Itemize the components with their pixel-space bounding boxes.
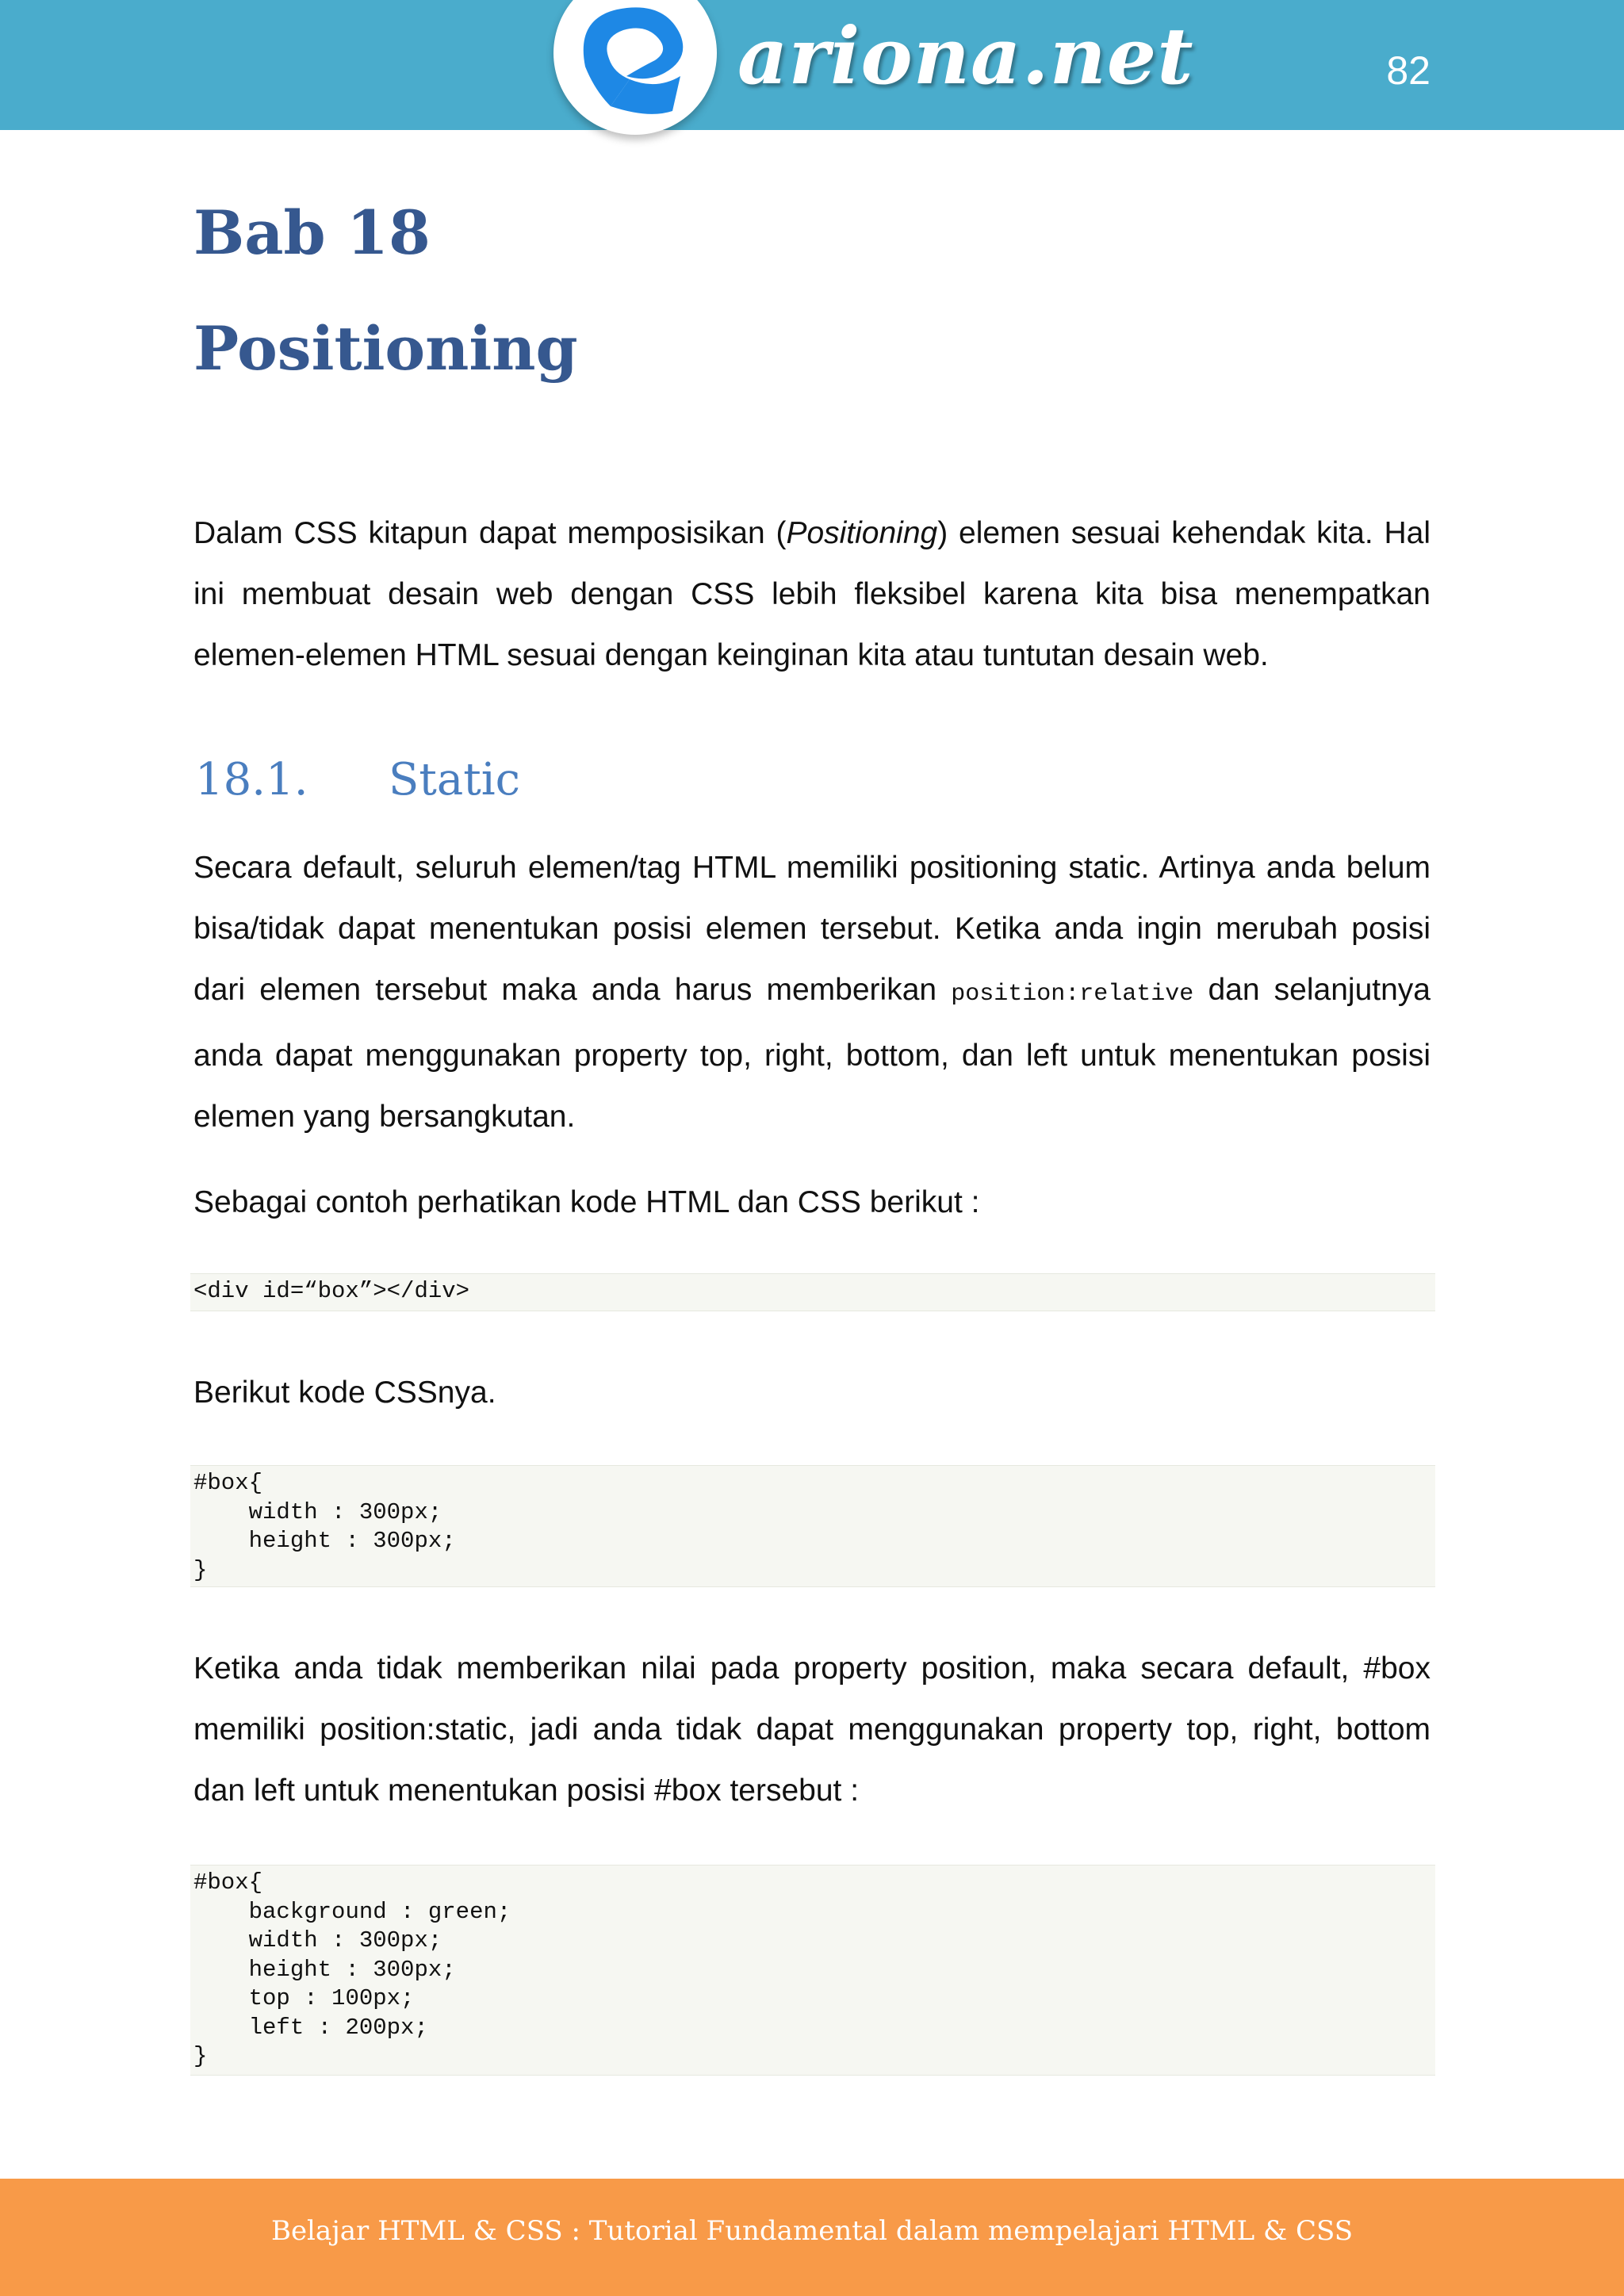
logo-text: ariona.net xyxy=(737,11,1194,102)
section-heading xyxy=(195,754,521,806)
inline-code: position:relative xyxy=(951,981,1194,1008)
static-text-before: Secara default, seluruh elemen/tag HTML memiliki positioning static. Artinya anda belum bisa/tidak dapat menentukan posisi elemen tersebut. Ketika anda ingin merubah posisi dari elemen tersebut maka anda harus memberikan xyxy=(193,851,1431,1007)
intro-text-after: ) elemen sesuai kehendak kita. Hal ini membuat desain web dengan CSS lebih fleksibel karena kita bisa menempatkan elemen-elemen HTML sesuai dengan keinginan kita atau tuntutan desain web. xyxy=(193,516,1431,672)
section-number: 18.1. xyxy=(195,754,308,806)
static-paragraph xyxy=(193,837,1431,1147)
static-text-after: dan selanjutnya anda dapat menggunakan property top, right, bottom, dan left untuk menentukan posisi elemen yang bersangkutan. xyxy=(193,973,1431,1134)
code-block-css-2: #box{ background : green; width : 300px; height : 300px; top : 100px; left : 200px; } xyxy=(190,1865,1435,2076)
page-footer xyxy=(0,2179,1624,2296)
intro-paragraph xyxy=(193,503,1431,686)
intro-emphasis: Positioning xyxy=(786,516,938,550)
footer-text: Belajar HTML & CSS : Tutorial Fundamental dalam mempelajari HTML & CSS xyxy=(270,2215,1354,2247)
speech-bubble-logo-icon xyxy=(553,0,717,135)
chapter-title: Positioning xyxy=(193,313,578,384)
intro-text-before: Dalam CSS kitapun dapat memposisikan ( xyxy=(193,516,787,550)
logo-badge xyxy=(553,0,717,135)
site-logo xyxy=(553,0,1194,146)
code-block-css-1: #box{ width : 300px; height : 300px; } xyxy=(190,1465,1435,1587)
css-intro: Berikut kode CSSnya. xyxy=(193,1376,496,1410)
page-number: 82 xyxy=(1386,48,1431,93)
chapter-number: Bab 18 xyxy=(193,197,431,268)
page-header xyxy=(0,0,1624,130)
example-intro: Sebagai contoh perhatikan kode HTML dan CSS berikut : xyxy=(193,1185,980,1219)
section-title: Static xyxy=(389,754,521,806)
explain-paragraph: Ketika anda tidak memberikan nilai pada property position, maka secara default, #box memiliki position:static, jadi anda tidak dapat menggunakan property top, right, bottom dan left untuk menentukan posisi #box tersebut : xyxy=(193,1651,1431,1808)
code-block-html: <div id=“box”></div> xyxy=(190,1273,1435,1311)
